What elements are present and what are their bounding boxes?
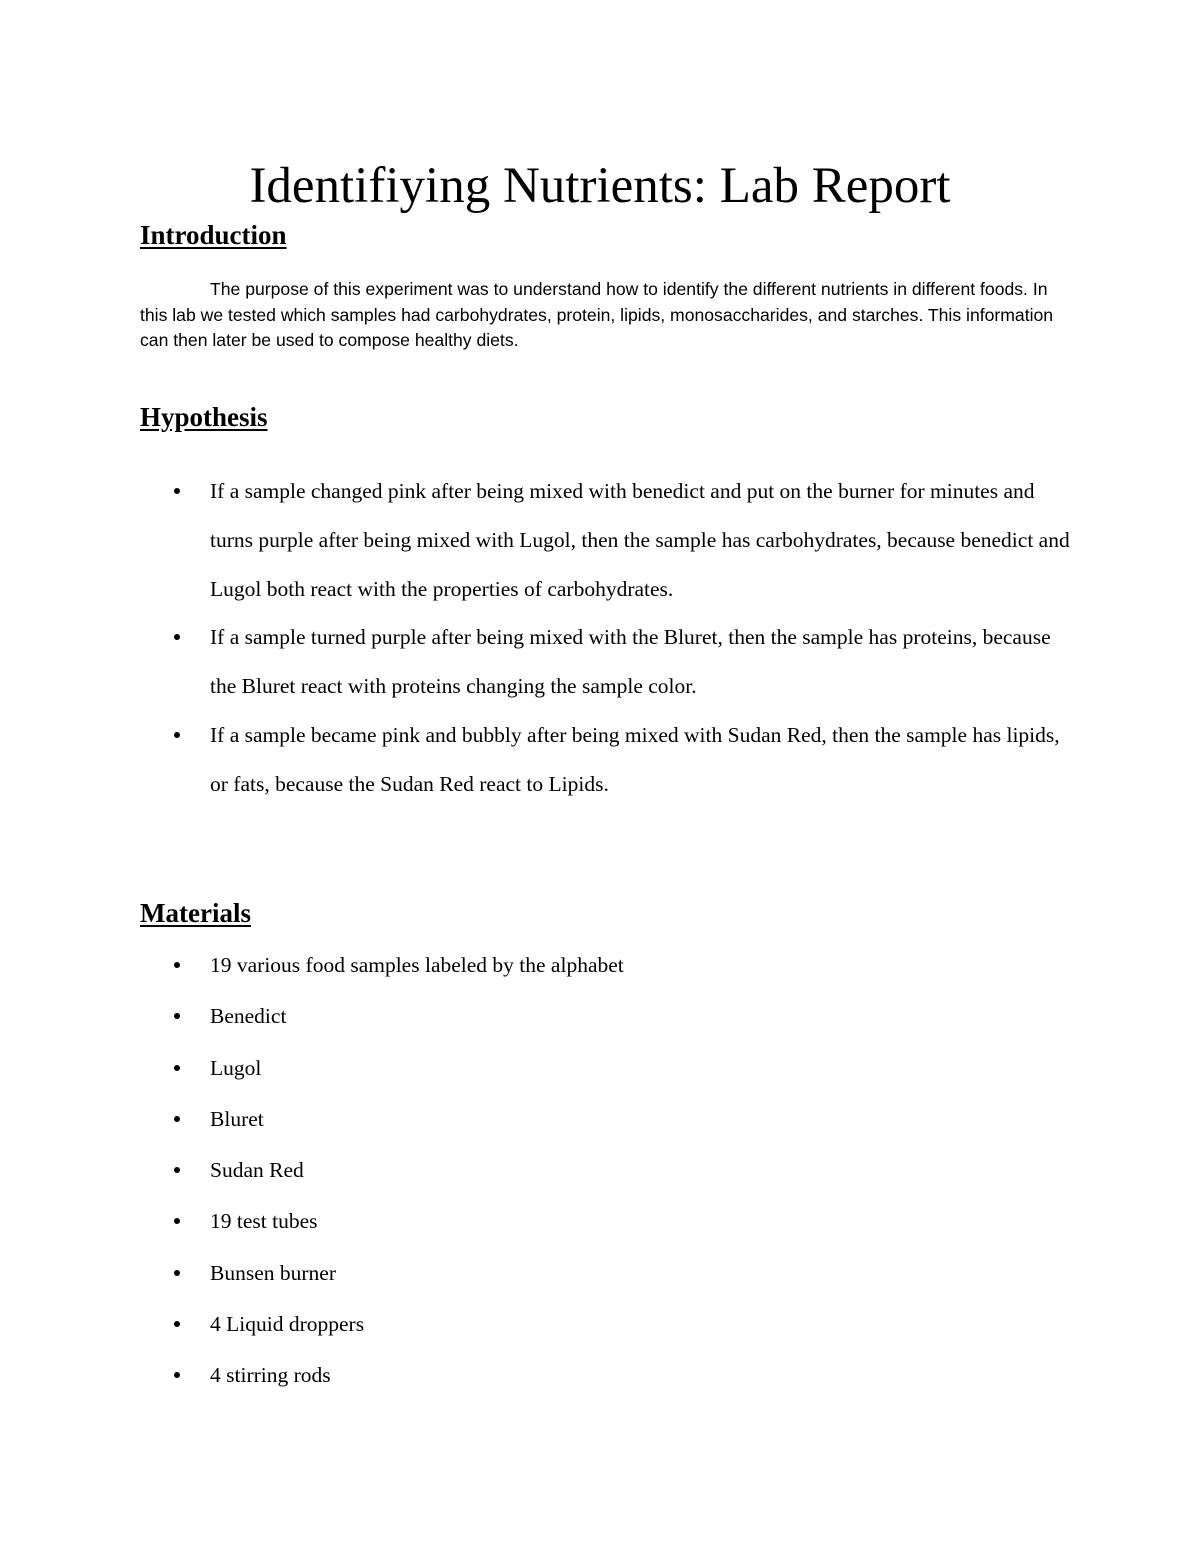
materials-item bbox=[140, 1302, 1070, 1346]
bullet-icon bbox=[174, 1116, 180, 1122]
materials-item bbox=[140, 1046, 1070, 1090]
bullet-icon bbox=[174, 732, 180, 738]
hypothesis-item-text: If a sample turned purple after being mixed with the Bluret, then the sample has proteins, because the Bluret react with proteins changing the sample color. bbox=[210, 625, 1051, 699]
hypothesis-item bbox=[140, 613, 1070, 711]
bullet-icon bbox=[174, 1321, 180, 1327]
materials-item-text: 4 stirring rods bbox=[210, 1363, 331, 1388]
materials-item-text: Lugol bbox=[210, 1055, 262, 1080]
bullet-icon bbox=[174, 1270, 180, 1276]
bullet-icon bbox=[174, 1218, 180, 1224]
materials-item-text: Benedict bbox=[210, 1004, 287, 1029]
page-title: Identifiying Nutrients: Lab Report bbox=[249, 158, 951, 214]
hypothesis-list bbox=[140, 467, 1070, 809]
materials-item-text: 19 test tubes bbox=[210, 1209, 318, 1234]
hypothesis-heading: Hypothesis bbox=[140, 402, 268, 432]
introduction-heading: Introduction bbox=[140, 220, 287, 250]
materials-heading: Materials bbox=[140, 898, 251, 928]
materials-item-text: Bunsen burner bbox=[210, 1260, 336, 1285]
bullet-icon bbox=[174, 488, 180, 494]
materials-list bbox=[140, 943, 1070, 1405]
hypothesis-item bbox=[140, 711, 1070, 809]
introduction-paragraph: The purpose of this experiment was to understand how to identify the different nutrients in different foods. In this lab we tested which samples had carbohydrates, protein, lipids, monosaccharides, and starches. This information can then later be used to compose healthy diets. bbox=[140, 279, 1054, 350]
materials-item bbox=[140, 1148, 1070, 1192]
materials-item bbox=[140, 1353, 1070, 1397]
hypothesis-item bbox=[140, 467, 1070, 613]
materials-item-text: 19 various food samples labeled by the alphabet bbox=[210, 953, 624, 977]
materials-item bbox=[140, 1251, 1070, 1295]
bullet-icon bbox=[174, 1065, 180, 1071]
materials-item bbox=[140, 994, 1070, 1038]
materials-item-text: 4 Liquid droppers bbox=[210, 1312, 365, 1337]
materials-item bbox=[140, 1097, 1070, 1141]
materials-item bbox=[140, 943, 1070, 987]
bullet-icon bbox=[174, 962, 180, 968]
hypothesis-item-text: If a sample became pink and bubbly after being mixed with Sudan Red, then the sample has lipids, or fats, because the Sudan Red react to Lipids. bbox=[210, 722, 1060, 796]
bullet-icon bbox=[174, 1167, 180, 1173]
bullet-icon bbox=[174, 634, 180, 640]
hypothesis-item-text: If a sample changed pink after being mixed with benedict and put on the burner for minutes and turns purple after being mixed with Lugol, then the sample has carbohydrates, because benedict and Lugol both react with the properties of carbohydrates. bbox=[210, 479, 1070, 601]
materials-item-text: Bluret bbox=[210, 1106, 264, 1131]
bullet-icon bbox=[174, 1013, 180, 1019]
materials-item-text: Sudan Red bbox=[210, 1158, 304, 1183]
bullet-icon bbox=[174, 1372, 180, 1378]
materials-item bbox=[140, 1199, 1070, 1243]
